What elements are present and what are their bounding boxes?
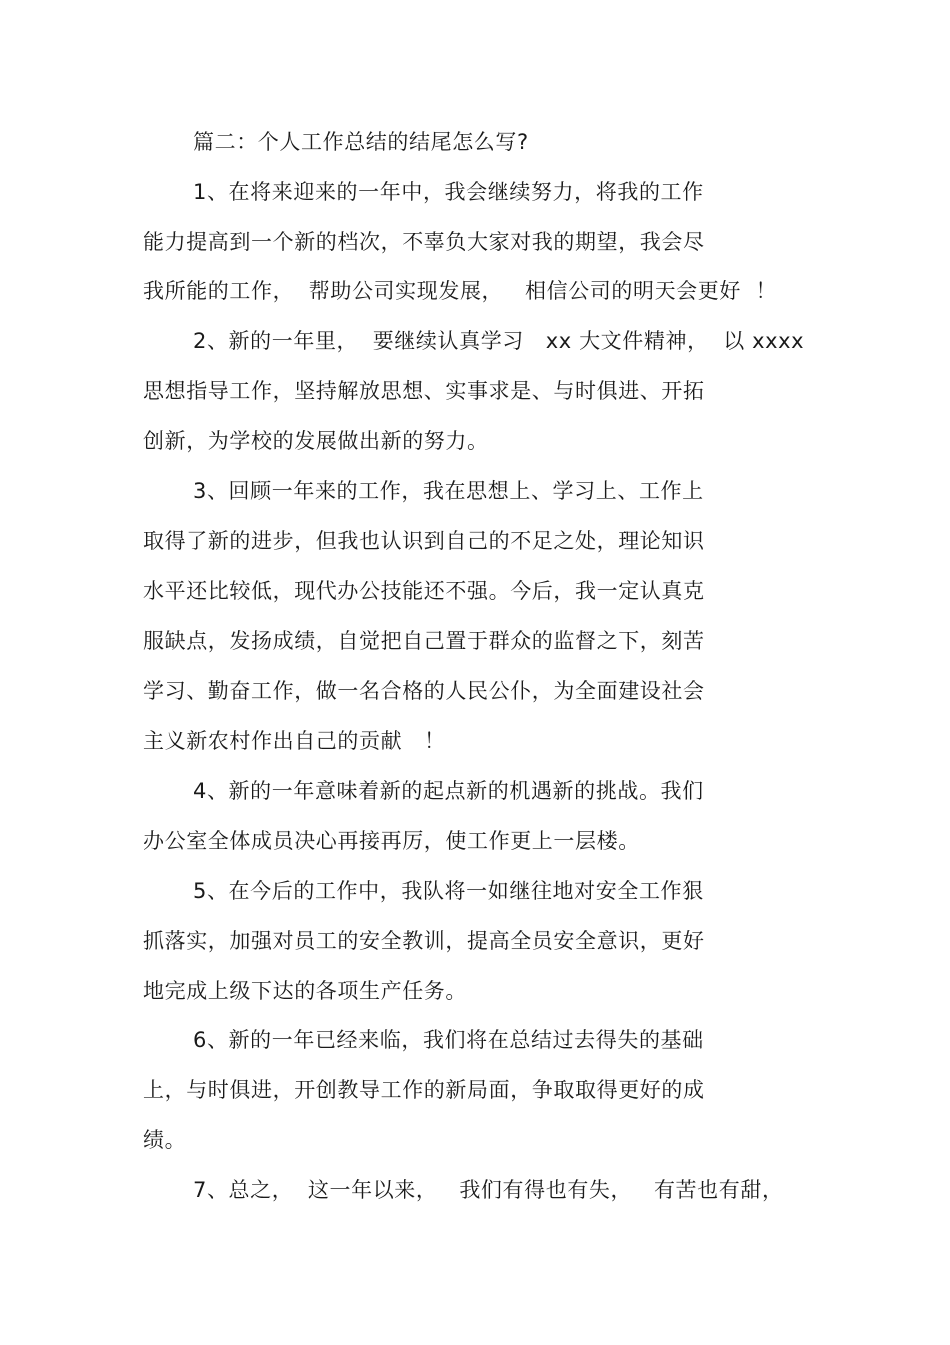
paragraph-5-line-2: 抓落实，加强对员工的安全教训，提高全员安全意识，更好: [143, 929, 705, 953]
paragraph-5-line-1: 5、在今后的工作中，我队将一如继往地对安全工作狠: [193, 879, 704, 903]
paragraph-6-line-2: 上，与时俱进，开创教导工作的新局面，争取取得更好的成: [143, 1078, 705, 1102]
paragraph-1-line-2: 能力提高到一个新的档次，不辜负大家对我的期望，我会尽: [143, 230, 705, 254]
paragraph-3-line-5: 学习、勤奋工作，做一名合格的人民公仆，为全面建设社会: [143, 679, 705, 703]
paragraph-5-line-3: 地完成上级下达的各项生产任务。: [143, 979, 467, 1003]
paragraph-6-line-3: 绩。: [143, 1128, 187, 1152]
paragraph-3-line-6: 主义新农村作出自己的贡献 ！: [143, 729, 446, 753]
paragraph-4-line-2: 办公室全体成员决心再接再厉，使工作更上一层楼。: [143, 829, 640, 853]
paragraph-2-line-1: 2、新的一年里， 要继续认真学习 xx 大文件精神， 以 xxxx: [193, 329, 805, 353]
paragraph-2-line-3: 创新，为学校的发展做出新的努力。: [143, 429, 489, 453]
paragraph-4-line-1: 4、新的一年意味着新的起点新的机遇新的挑战。我们: [193, 779, 704, 803]
paragraph-6-line-1: 6、新的一年已经来临，我们将在总结过去得失的基础: [193, 1028, 704, 1052]
paragraph-3-line-4: 服缺点，发扬成绩，自觉把自己置于群众的监督之下，刻苦: [143, 629, 705, 653]
paragraph-2-line-2: 思想指导工作，坚持解放思想、实事求是、与时俱进、开拓: [143, 379, 705, 403]
paragraph-1-line-1: 1、在将来迎来的一年中，我会继续努力，将我的工作: [193, 180, 704, 204]
paragraph-3-line-2: 取得了新的进步，但我也认识到自己的不足之处，理论知识: [143, 529, 705, 553]
paragraph-7-line-1: 7、总之， 这一年以来， 我们有得也有失， 有苦也有甜，: [193, 1178, 784, 1202]
paragraph-1-line-3: 我所能的工作， 帮助公司实现发展， 相信公司的明天会更好 ！: [143, 279, 778, 303]
paragraph-3-line-1: 3、回顾一年来的工作，我在思想上、学习上、工作上: [193, 479, 704, 503]
document-heading: 篇二：个人工作总结的结尾怎么写?: [193, 130, 529, 154]
paragraph-3-line-3: 水平还比较低，现代办公技能还不强。今后，我一定认真克: [143, 579, 705, 603]
